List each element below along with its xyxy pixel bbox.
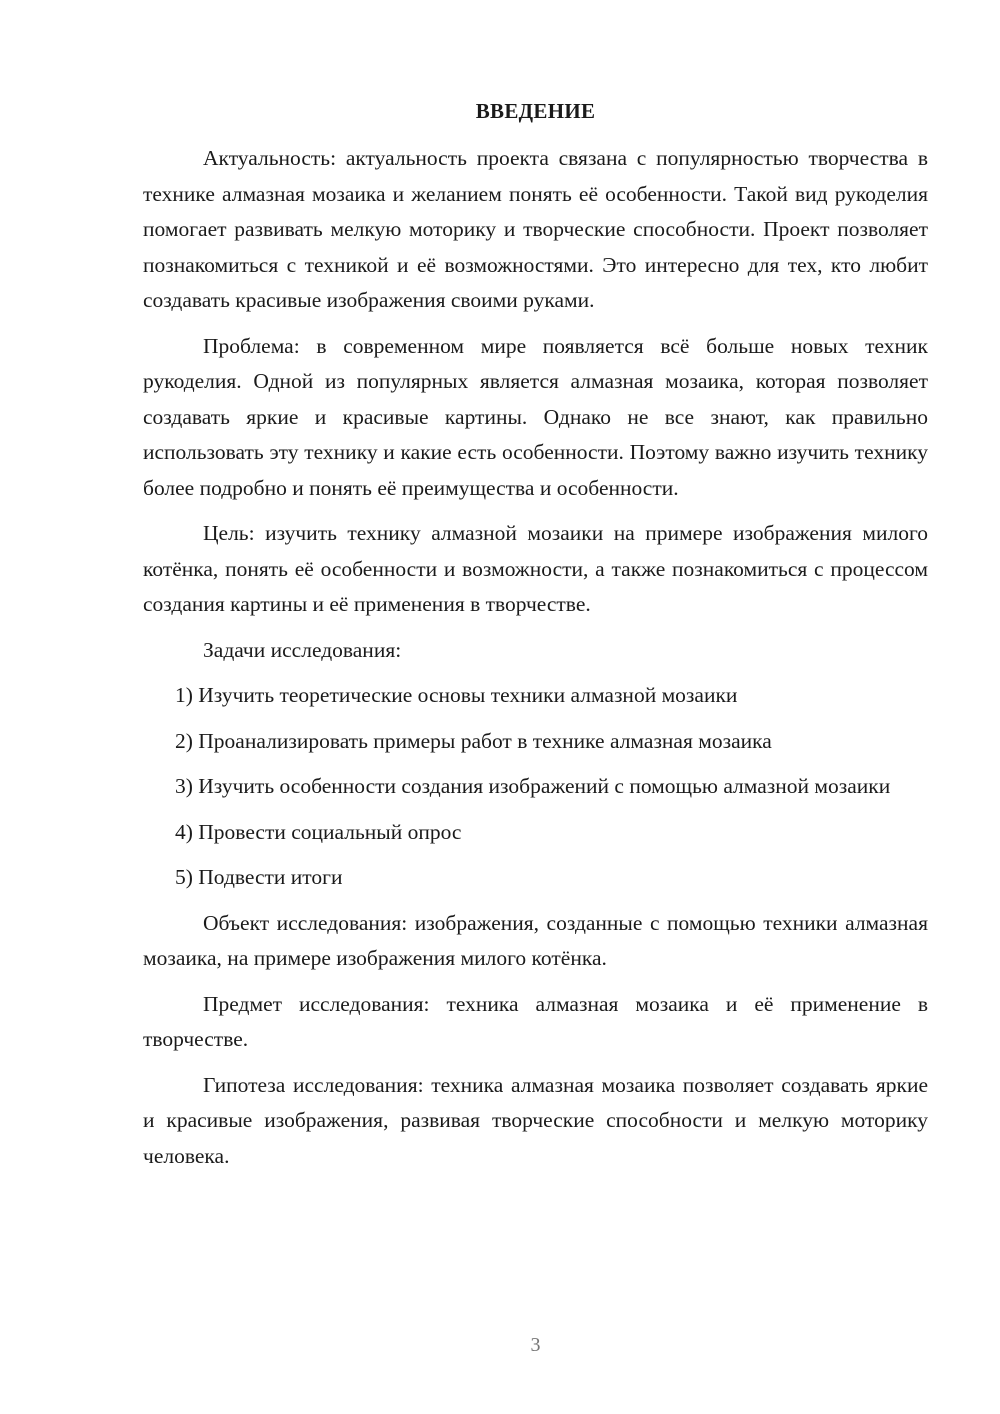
task-item-3: 3) Изучить особенности создания изображений с помощью алмазной мозаики bbox=[175, 774, 891, 798]
paragraph-object: Объект исследования: изображения, созданные с помощью техники алмазная мозаика, на примере изображения милого котёнка. bbox=[143, 910, 928, 970]
paragraph-problem: Проблема: в современном мире появляется всё больше новых техник рукоделия. Одной из популярных является алмазная мозаика, которая позволяет создавать яркие и красивые картины. Однако не все знают, как правильно использовать эту технику и какие есть особенности. Поэтому важно изучить технику более подробно и понять её преимущества и особенности. bbox=[143, 333, 928, 500]
task-item-2: 2) Проанализировать примеры работ в технике алмазная мозаика bbox=[175, 728, 772, 753]
document-page bbox=[143, 0, 928, 1414]
page-number: 3 bbox=[530, 1334, 541, 1356]
task-item-1: 1) Изучить теоретические основы техники алмазной мозаики bbox=[175, 683, 738, 707]
paragraph-subject: Предмет исследования: техника алмазная мозаика и её применение в творчестве. bbox=[143, 991, 928, 1051]
paragraph-tasks-heading: Задачи исследования: bbox=[203, 637, 402, 662]
paragraph-relevance: Актуальность: актуальность проекта связана с популярностью творчества в технике алмазная мозаика и желанием понять её особенности. Такой вид рукоделия помогает развивать мелкую моторику и творческие способности. Проект позволяет познакомиться с техникой и её возможностями. Это интересно для тех, кто любит создавать красивые изображения своими руками. bbox=[143, 146, 928, 312]
paragraph-goal: Цель: изучить технику алмазной мозаики на примере изображения милого котёнка, понять её особенности и возможности, а также познакомиться с процессом создания картины и её применения в творчестве. bbox=[143, 521, 928, 616]
section-title: ВВЕДЕНИЕ bbox=[475, 99, 596, 123]
paragraph-hypothesis: Гипотеза исследования: техника алмазная мозаика позволяет создавать яркие и красивые изображения, развивая творческие способности и мелкую моторику человека. bbox=[143, 1072, 928, 1168]
document-body bbox=[143, 141, 928, 1184]
task-item-4: 4) Провести социальный опрос bbox=[175, 819, 462, 844]
task-item-5: 5) Подвести итоги bbox=[175, 865, 343, 889]
